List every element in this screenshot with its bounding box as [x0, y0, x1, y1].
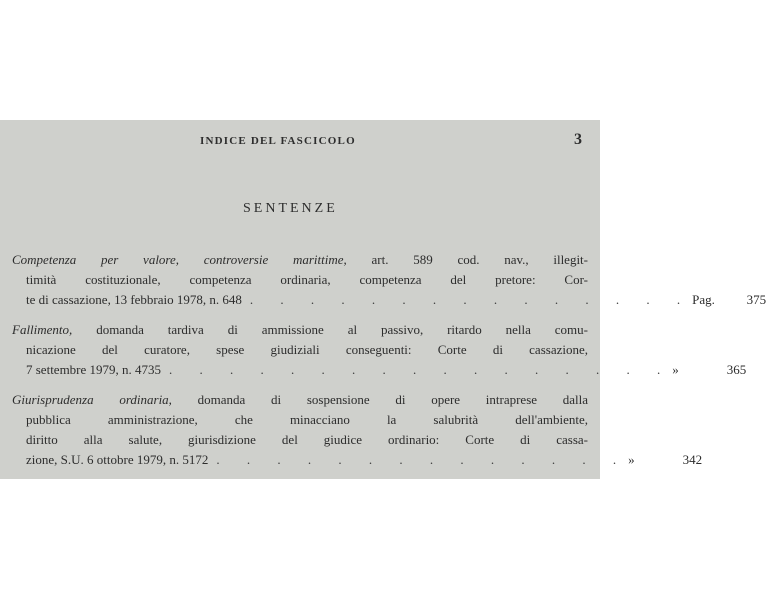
- page-number: 3: [574, 131, 582, 148]
- entry-line: [12, 290, 766, 310]
- entry-text: domanda tardiva di ammissione al passivo, ritardo nella comu-: [96, 322, 588, 337]
- running-title: INDICE DEL FASCICOLO: [200, 135, 356, 147]
- entry-text: domanda di sospensione di opere intraprese dalla: [197, 392, 588, 407]
- entry-line: diritto alla salute, giurisdizione del giudice ordinario: Corte di cassa-: [26, 432, 588, 447]
- entry-subject: Fallimento,: [12, 322, 73, 337]
- entry-line: [12, 450, 703, 470]
- entry-subject: Competenza per valore, controversie marittime,: [12, 252, 347, 267]
- index-entry: [12, 320, 747, 380]
- book-page: [0, 120, 766, 479]
- entry-page-number: 342: [682, 452, 703, 467]
- entry-line: [12, 320, 588, 340]
- entry-page-number: 375: [746, 292, 766, 307]
- entry-subject: Giurisprudenza ordinaria,: [12, 392, 172, 407]
- page-reference: [672, 360, 746, 380]
- index-entry: [12, 250, 766, 310]
- page-label: »: [628, 452, 635, 467]
- entry-text: art. 589 cod. nav., illegit-: [371, 252, 588, 267]
- entry-text: 7 settembre 1979, n. 4735: [26, 362, 162, 377]
- entry-line: nicazione del curatore, spese giudiziali conseguenti: Corte di cassazione,: [26, 342, 588, 357]
- page-label: Pag.: [692, 292, 715, 307]
- dot-leader: . . . . . . . . . . . . . . . . .: [169, 362, 673, 377]
- entry-page-number: 365: [726, 362, 747, 377]
- entry-line: [12, 250, 588, 270]
- entry-line: pubblica amministrazione, che minacciano la salubrità dell'ambiente,: [26, 412, 588, 427]
- entry-line: timità costituzionale, competenza ordinaria, competenza del pretore: Cor-: [26, 272, 588, 287]
- entry-line: [12, 360, 747, 380]
- page-reference: [628, 450, 702, 470]
- dot-leader: . . . . . . . . . . . . . .: [216, 452, 629, 467]
- entry-line: [12, 390, 588, 410]
- entry-text: zione, S.U. 6 ottobre 1979, n. 5172: [26, 452, 209, 467]
- dot-leader: . . . . . . . . . . . . . . .: [249, 292, 693, 307]
- entry-text: te di cassazione, 13 febbraio 1978, n. 648: [26, 292, 242, 307]
- index-entry: [12, 390, 703, 470]
- section-title: SENTENZE: [243, 201, 338, 216]
- page-label: »: [672, 362, 679, 377]
- page-reference: [692, 290, 766, 310]
